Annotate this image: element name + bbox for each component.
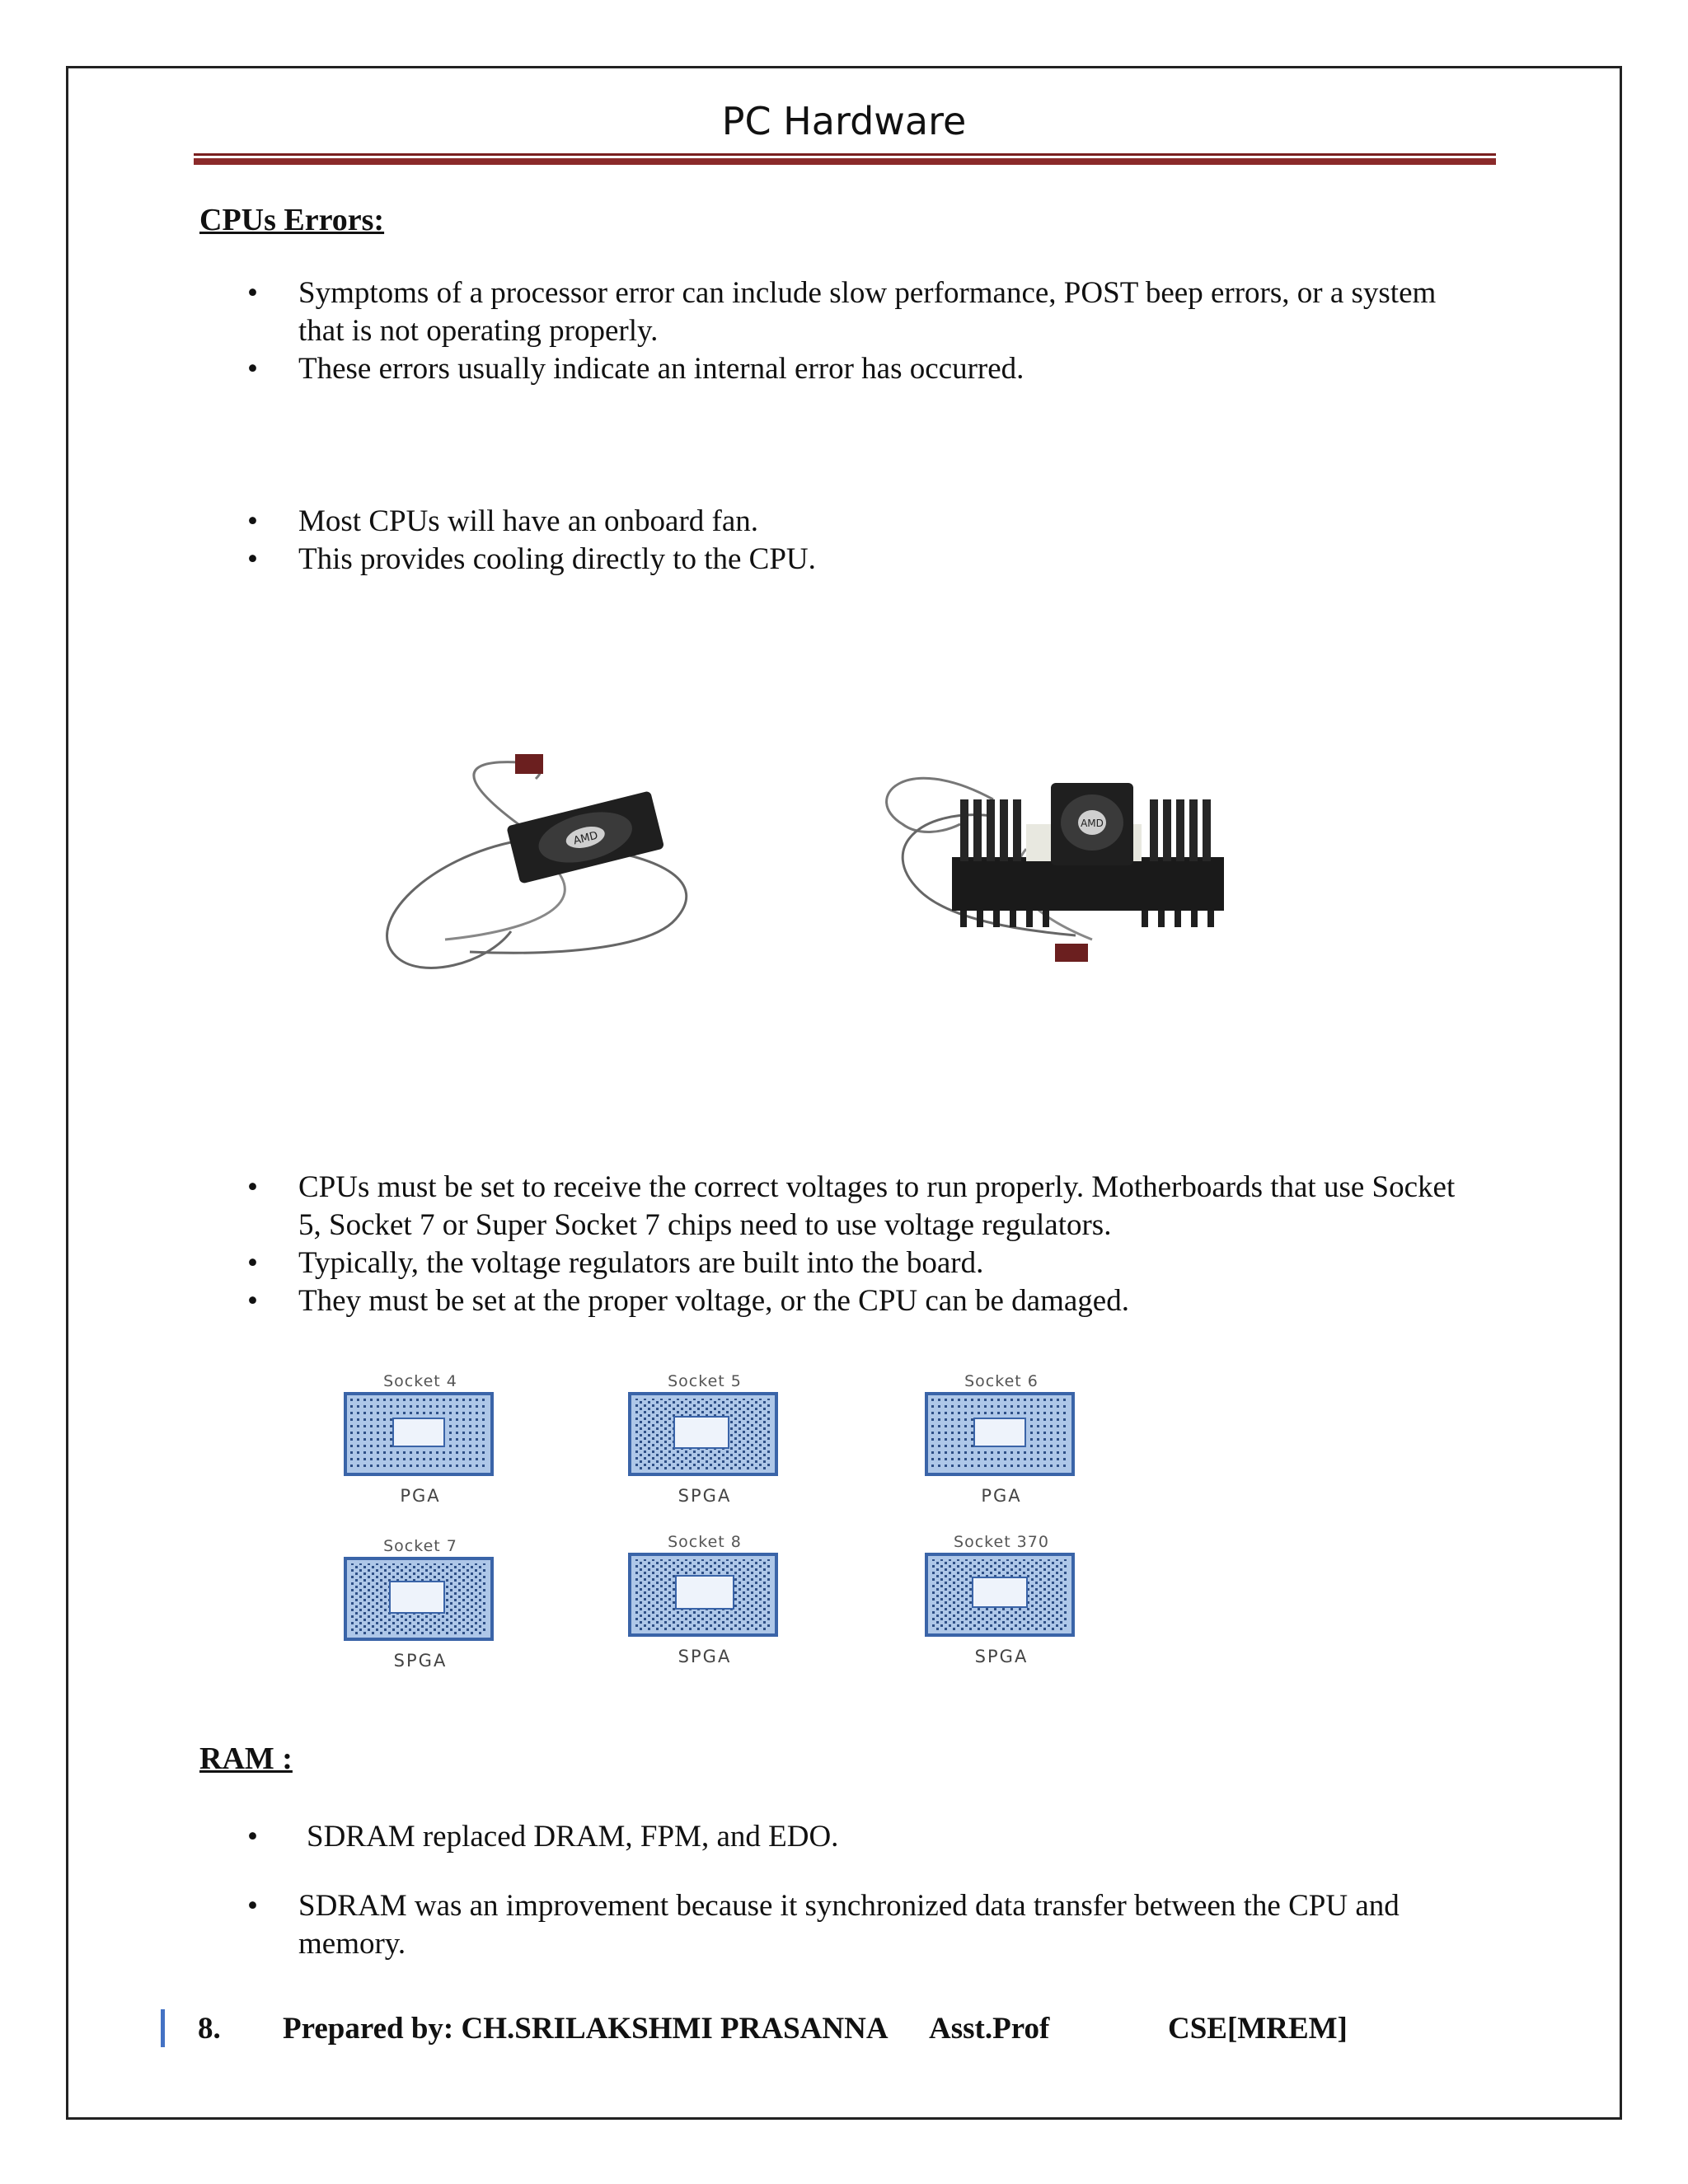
- socket-diagram: [326, 1372, 1142, 1669]
- socket-chip-icon: [923, 1551, 1080, 1640]
- list-item: • Typically, the voltage regulators are built into the board.: [247, 1246, 984, 1280]
- cpu-errors-heading: CPUs Errors:: [199, 203, 385, 237]
- list-item: • This provides cooling directly to the CPU.: [247, 542, 816, 576]
- socket-name: Socket 8: [668, 1533, 742, 1551]
- cpu-fan-image: [346, 742, 709, 989]
- socket-name: Socket 6: [964, 1372, 1039, 1390]
- department: CSE[MREM]: [1168, 2012, 1348, 2046]
- socket-name: Socket 7: [383, 1537, 457, 1555]
- designation: Asst.Prof: [929, 2012, 1050, 2046]
- prepared-by: Prepared by: CH.SRILAKSHMI PRASANNA: [283, 2012, 889, 2046]
- socket-type: SPGA: [393, 1651, 448, 1671]
- socket-chip-icon: [626, 1390, 783, 1479]
- socket-6-diagram: [907, 1372, 1096, 1506]
- cpu-voltage-list: [247, 1169, 1467, 1320]
- fan-brand-label: AMD: [572, 829, 600, 848]
- ram-list: [247, 1818, 1467, 1963]
- socket-type: SPGA: [678, 1486, 732, 1506]
- list-item: • SDRAM replaced DRAM, FPM, and EDO.: [247, 1820, 839, 1854]
- socket-chip-icon: [923, 1390, 1080, 1479]
- list-item: • These errors usually indicate an internal error has occurred.: [247, 352, 1025, 386]
- socket-4-diagram: [326, 1372, 515, 1506]
- socket-7-diagram: [326, 1537, 515, 1671]
- socket-name: Socket 4: [383, 1372, 457, 1390]
- cpu-errors-list: [247, 274, 1467, 388]
- page-header-title: PC Hardware: [721, 99, 967, 143]
- socket-370-diagram: [907, 1533, 1096, 1666]
- socket-name: Socket 370: [954, 1533, 1049, 1551]
- socket-type: SPGA: [678, 1647, 732, 1666]
- ram-heading: RAM :: [199, 1741, 293, 1776]
- list-item: • CPUs must be set to receive the correct voltages to run properly. Motherboards that use Socket 5, Socket 7 or Super Socket 7 chips need to use voltage regulators.: [247, 1170, 1456, 1242]
- socket-5-diagram: [610, 1372, 799, 1506]
- socket-type: SPGA: [974, 1647, 1029, 1666]
- socket-8-diagram: [610, 1533, 799, 1666]
- page-footer: [161, 2003, 1562, 2052]
- page-number: 8.: [198, 2012, 221, 2046]
- list-item: • Symptoms of a processor error can include slow performance, POST beep errors, or a system that is not operating properly.: [247, 276, 1437, 348]
- socket-type: PGA: [981, 1486, 1022, 1506]
- footer-accent-bar: [161, 2009, 165, 2047]
- socket-type: PGA: [400, 1486, 441, 1506]
- list-item: • Most CPUs will have an onboard fan.: [247, 504, 759, 538]
- list-item: • SDRAM was an improvement because it synchronized data transfer between the CPU and memory.: [247, 1889, 1400, 1961]
- heatsink-fan-brand-label: AMD: [1081, 818, 1104, 829]
- socket-chip-icon: [342, 1390, 499, 1479]
- socket-name: Socket 5: [668, 1372, 742, 1390]
- heatsink-fan-image: [870, 733, 1249, 972]
- cpu-fan-list: [247, 503, 1467, 579]
- header-rule: [194, 153, 1496, 165]
- list-item: • They must be set at the proper voltage, or the CPU can be damaged.: [247, 1284, 1129, 1318]
- socket-chip-icon: [626, 1551, 783, 1640]
- socket-chip-icon: [342, 1555, 499, 1644]
